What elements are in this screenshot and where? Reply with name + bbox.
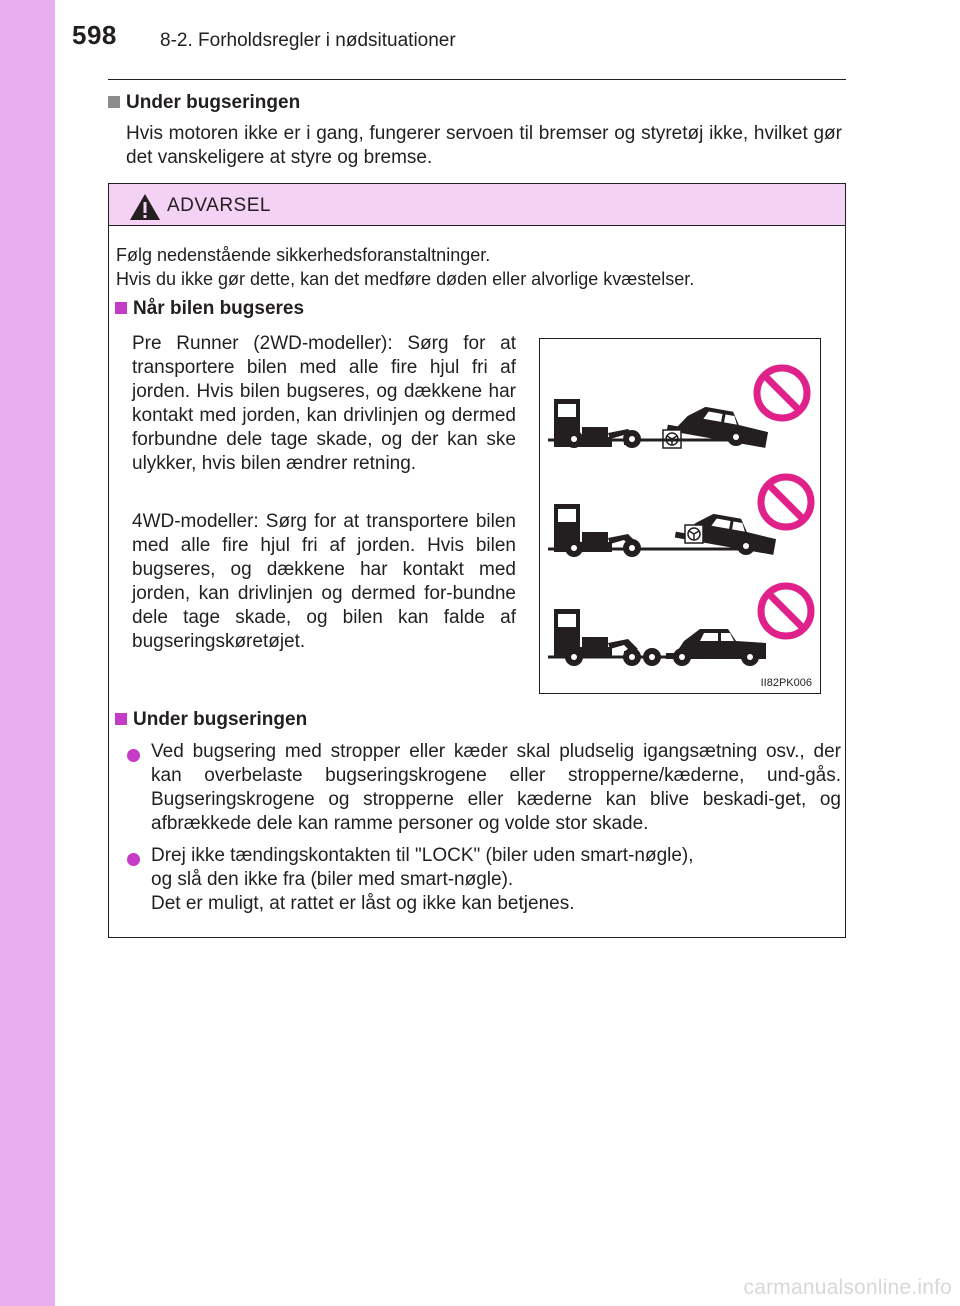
during-bullet-2: Drej ikke tændingskontakten til "LOCK" (biler uden smart-nøgle), og slå den ikke fra (biler med smart-nøgle). Det er muligt, at rattet er låst og ikke kan betjenes. <box>151 845 694 914</box>
warning-intro-line2: Hvis du ikke gør dette, kan det medføre døden eller alvorlige kvæstelser. <box>116 269 695 289</box>
towing-illustration <box>539 338 821 694</box>
header-divider <box>108 79 846 80</box>
during-heading-text: Under bugseringen <box>133 709 308 730</box>
warning-header <box>109 184 845 226</box>
during-square-icon <box>115 713 127 725</box>
warning-box <box>108 183 846 938</box>
page-number: 598 <box>72 20 117 50</box>
during-heading <box>115 709 307 731</box>
towing-heading <box>115 298 304 320</box>
side-color-strip <box>0 0 55 1306</box>
warning-intro-line1: Følg nedenstående sikkerhedsforanstaltninger. <box>116 245 491 265</box>
bullet-icon-2 <box>127 853 140 871</box>
prohibition-icon <box>757 368 807 418</box>
chapter-title: 8-2. Forholdsregler i nødsituationer <box>160 30 456 51</box>
towing-para-2wd: Pre Runner (2WD-modeller): Sørg for at transportere bilen med alle fire hjul fri af jorden. Hvis bilen bugseres, og dækkene har kontakt med jorden, kan drivlinjen og dermed forbundne dele tage skade, og der kan ske ulykker, hvis bilen ændrer retning. <box>132 333 516 474</box>
section-square-icon <box>108 96 120 108</box>
towing-para-4wd: 4WD-modeller: Sørg for at transportere bilen med alle fire hjul fri af jorden. Hvis bilen bugseres, og dækkene har kontakt med jorden, kan drivlinjen og dermed for-bundne dele tage skade, og bilen kan falde af bugseringskøretøjet. <box>132 511 516 652</box>
warning-title: ADVARSEL <box>167 195 271 216</box>
footer-watermark[interactable]: carmanualsonline.info <box>743 1276 952 1299</box>
during-bullet-1: Ved bugsering med stropper eller kæder skal pludselig igangsætning osv., der kan overbelaste bugseringskrogene eller stropperne/kæderne, und-gås. Bugseringskrogene og stropperne eller kæderne kan blive beskadi-get, og afbrækkede dele kan ramme personer og volde stor skade. <box>151 741 841 834</box>
towing-illustration-svg <box>540 339 820 693</box>
prohibition-icon <box>761 477 811 527</box>
towing-heading-text: Når bilen bugseres <box>133 298 305 319</box>
towing-square-icon <box>115 302 127 314</box>
prohibition-icon <box>761 586 811 636</box>
illustration-code: II82PK006 <box>760 677 812 689</box>
section-heading <box>108 92 300 114</box>
section-heading-text: Under bugseringen <box>126 92 301 113</box>
section-body: Hvis motoren ikke er i gang, fungerer servoen til bremser og styretøj ikke, hvilket gør det vanskeligere at styre og bremse. <box>126 123 842 168</box>
warning-triangle-icon <box>129 193 161 221</box>
bullet-icon-1 <box>127 749 140 767</box>
